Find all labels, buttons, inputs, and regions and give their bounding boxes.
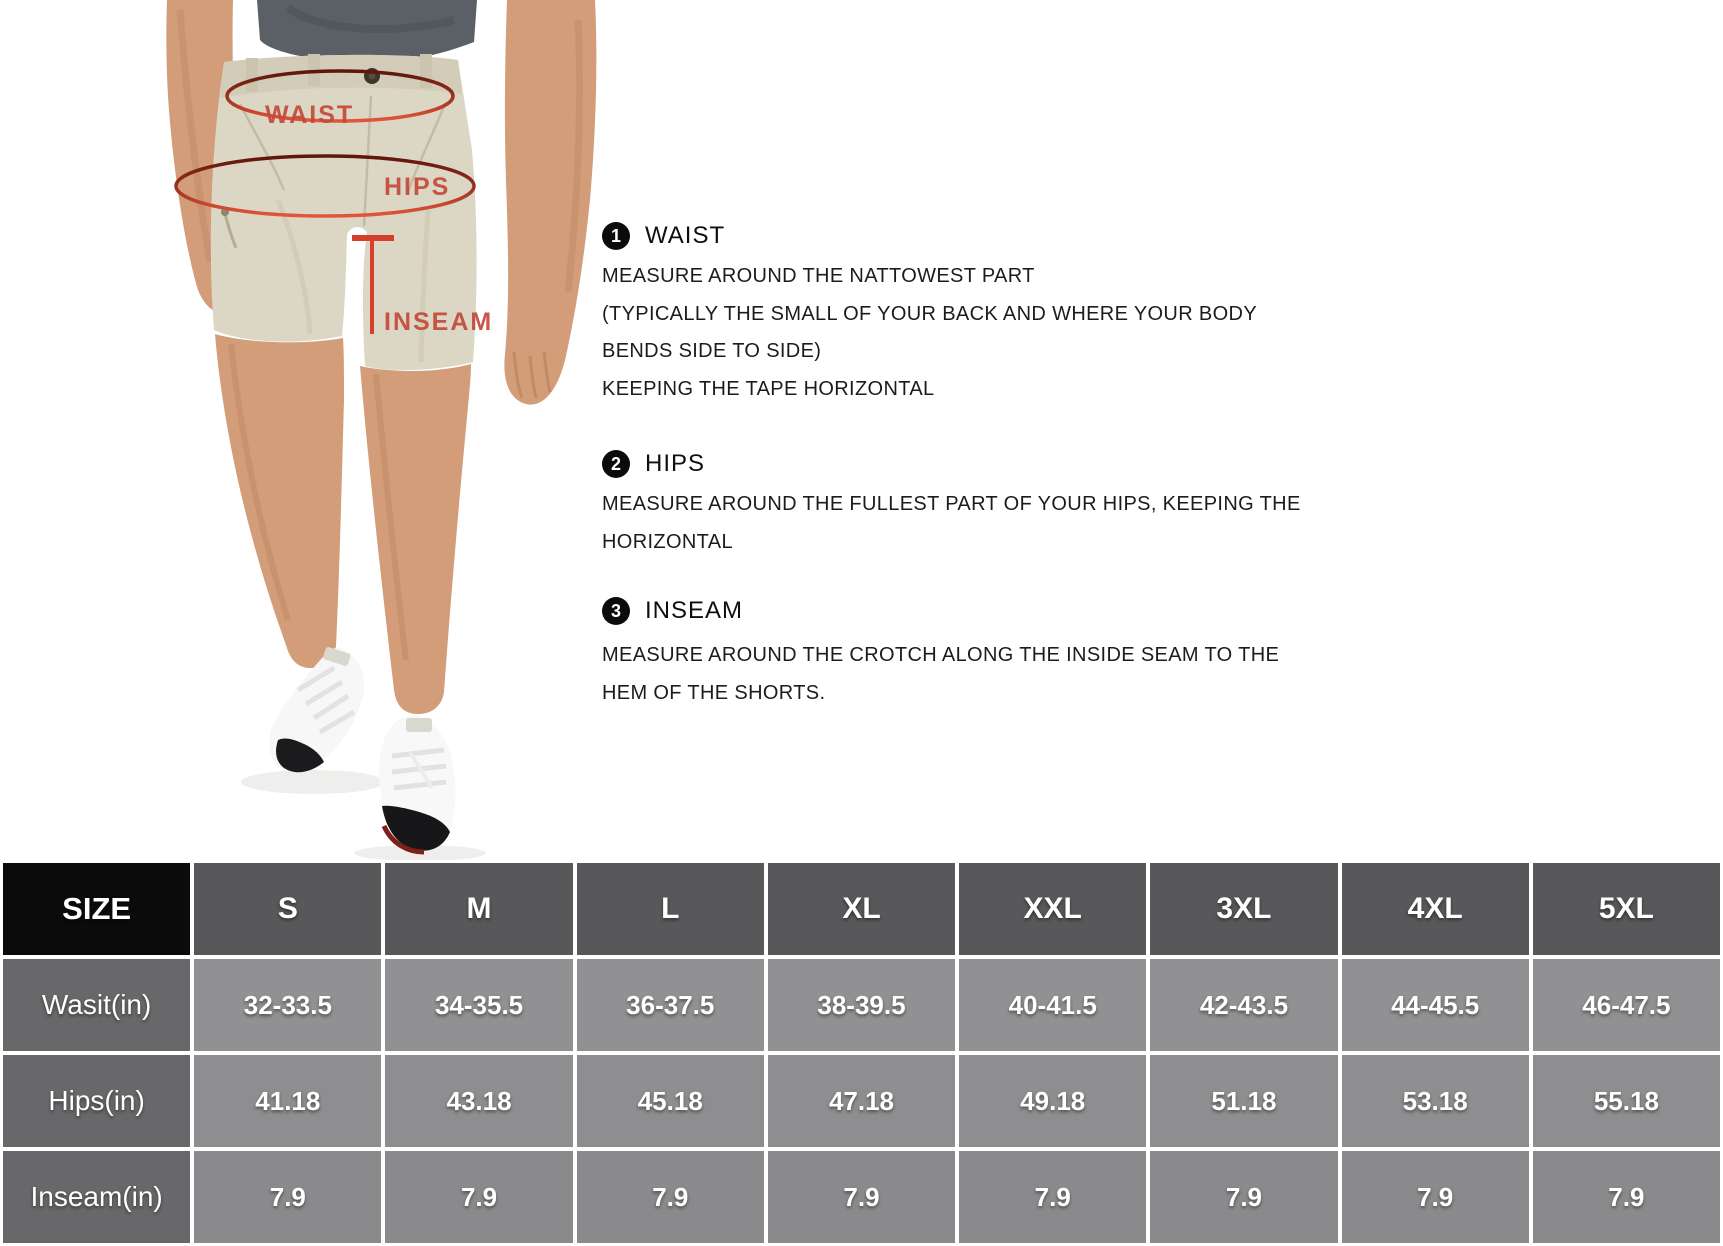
right-sneaker (379, 716, 456, 852)
row-label-waist: Wasit(in) (3, 959, 190, 1051)
table-cell: 7.9 (959, 1151, 1146, 1243)
section-heading (602, 450, 1452, 478)
size-chart-table (0, 860, 1723, 1246)
table-cell: 55.18 (1533, 1055, 1720, 1147)
table-cell: 51.18 (1150, 1055, 1337, 1147)
section-title: INSEAM (645, 597, 744, 624)
table-cell: 41.18 (194, 1055, 381, 1147)
inseam-label: INSEAM (384, 308, 494, 336)
table-cell: 7.9 (1150, 1151, 1337, 1243)
section-title: WAIST (645, 222, 726, 249)
section-body (602, 637, 1452, 712)
table-cell: 32-33.5 (194, 959, 381, 1051)
table-cell: 36-37.5 (577, 959, 764, 1051)
body-line: MEASURE AROUND THE NATTOWEST PART (602, 265, 1035, 287)
column-header: L (577, 863, 764, 955)
left-sneaker (269, 646, 364, 772)
body-line: MEASURE AROUND THE CROTCH ALONG THE INSIDE SEAM TO THE (602, 644, 1280, 666)
shoe-shadow (241, 770, 385, 794)
section-heading (602, 222, 1452, 250)
table-cell: 7.9 (194, 1151, 381, 1243)
column-header: XXL (959, 863, 1146, 955)
table-cell: 53.18 (1342, 1055, 1529, 1147)
section-body (602, 258, 1452, 408)
table-cell: 7.9 (768, 1151, 955, 1243)
table-cell: 49.18 (959, 1055, 1146, 1147)
row-label-hips: Hips(in) (3, 1055, 190, 1147)
model-right-arm (504, 0, 596, 405)
body-line: MEASURE AROUND THE FULLEST PART OF YOUR HIPS, KEEPING THE (602, 493, 1301, 515)
number-badge: 1 (602, 222, 630, 250)
section-body (602, 486, 1452, 561)
row-label-inseam: Inseam(in) (3, 1151, 190, 1243)
table-cell: 38-39.5 (768, 959, 955, 1051)
model-photo (128, 0, 598, 860)
column-header: S (194, 863, 381, 955)
column-header: 5XL (1533, 863, 1720, 955)
table-cell: 46-47.5 (1533, 959, 1720, 1051)
section-heading (602, 597, 1452, 625)
number-badge: 3 (602, 597, 630, 625)
model-shirt (257, 0, 477, 63)
table-cell: 47.18 (768, 1055, 955, 1147)
column-header: M (385, 863, 572, 955)
instruction-section-hips (602, 450, 1452, 561)
column-header: 3XL (1150, 863, 1337, 955)
column-header-size: SIZE (3, 863, 190, 955)
waist-label: WAIST (265, 101, 355, 129)
hips-label: HIPS (384, 173, 451, 201)
column-header: XL (768, 863, 955, 955)
table-cell: 7.9 (1342, 1151, 1529, 1243)
instruction-section-inseam (602, 597, 1452, 712)
column-header: 4XL (1342, 863, 1529, 955)
body-line: HORIZONTAL (602, 530, 733, 553)
body-line: KEEPING THE TAPE HORIZONTAL (602, 377, 935, 400)
body-line: HEM OF THE SHORTS. (602, 681, 826, 704)
table-cell: 7.9 (577, 1151, 764, 1243)
body-line: BENDS SIDE TO SIDE) (602, 340, 822, 362)
section-title: HIPS (645, 450, 706, 477)
table-cell: 40-41.5 (959, 959, 1146, 1051)
table-cell: 42-43.5 (1150, 959, 1337, 1051)
table-cell: 7.9 (385, 1151, 572, 1243)
body-line: (TYPICALLY THE SMALL OF YOUR BACK AND WHERE YOUR BODY (602, 302, 1258, 325)
number-badge: 2 (602, 450, 630, 478)
table-cell: 44-45.5 (1342, 959, 1529, 1051)
table-cell: 43.18 (385, 1055, 572, 1147)
measuring-instructions (602, 222, 1452, 712)
table-cell: 7.9 (1533, 1151, 1720, 1243)
table-cell: 34-35.5 (385, 959, 572, 1051)
instruction-section-waist (602, 222, 1452, 408)
table-cell: 45.18 (577, 1055, 764, 1147)
